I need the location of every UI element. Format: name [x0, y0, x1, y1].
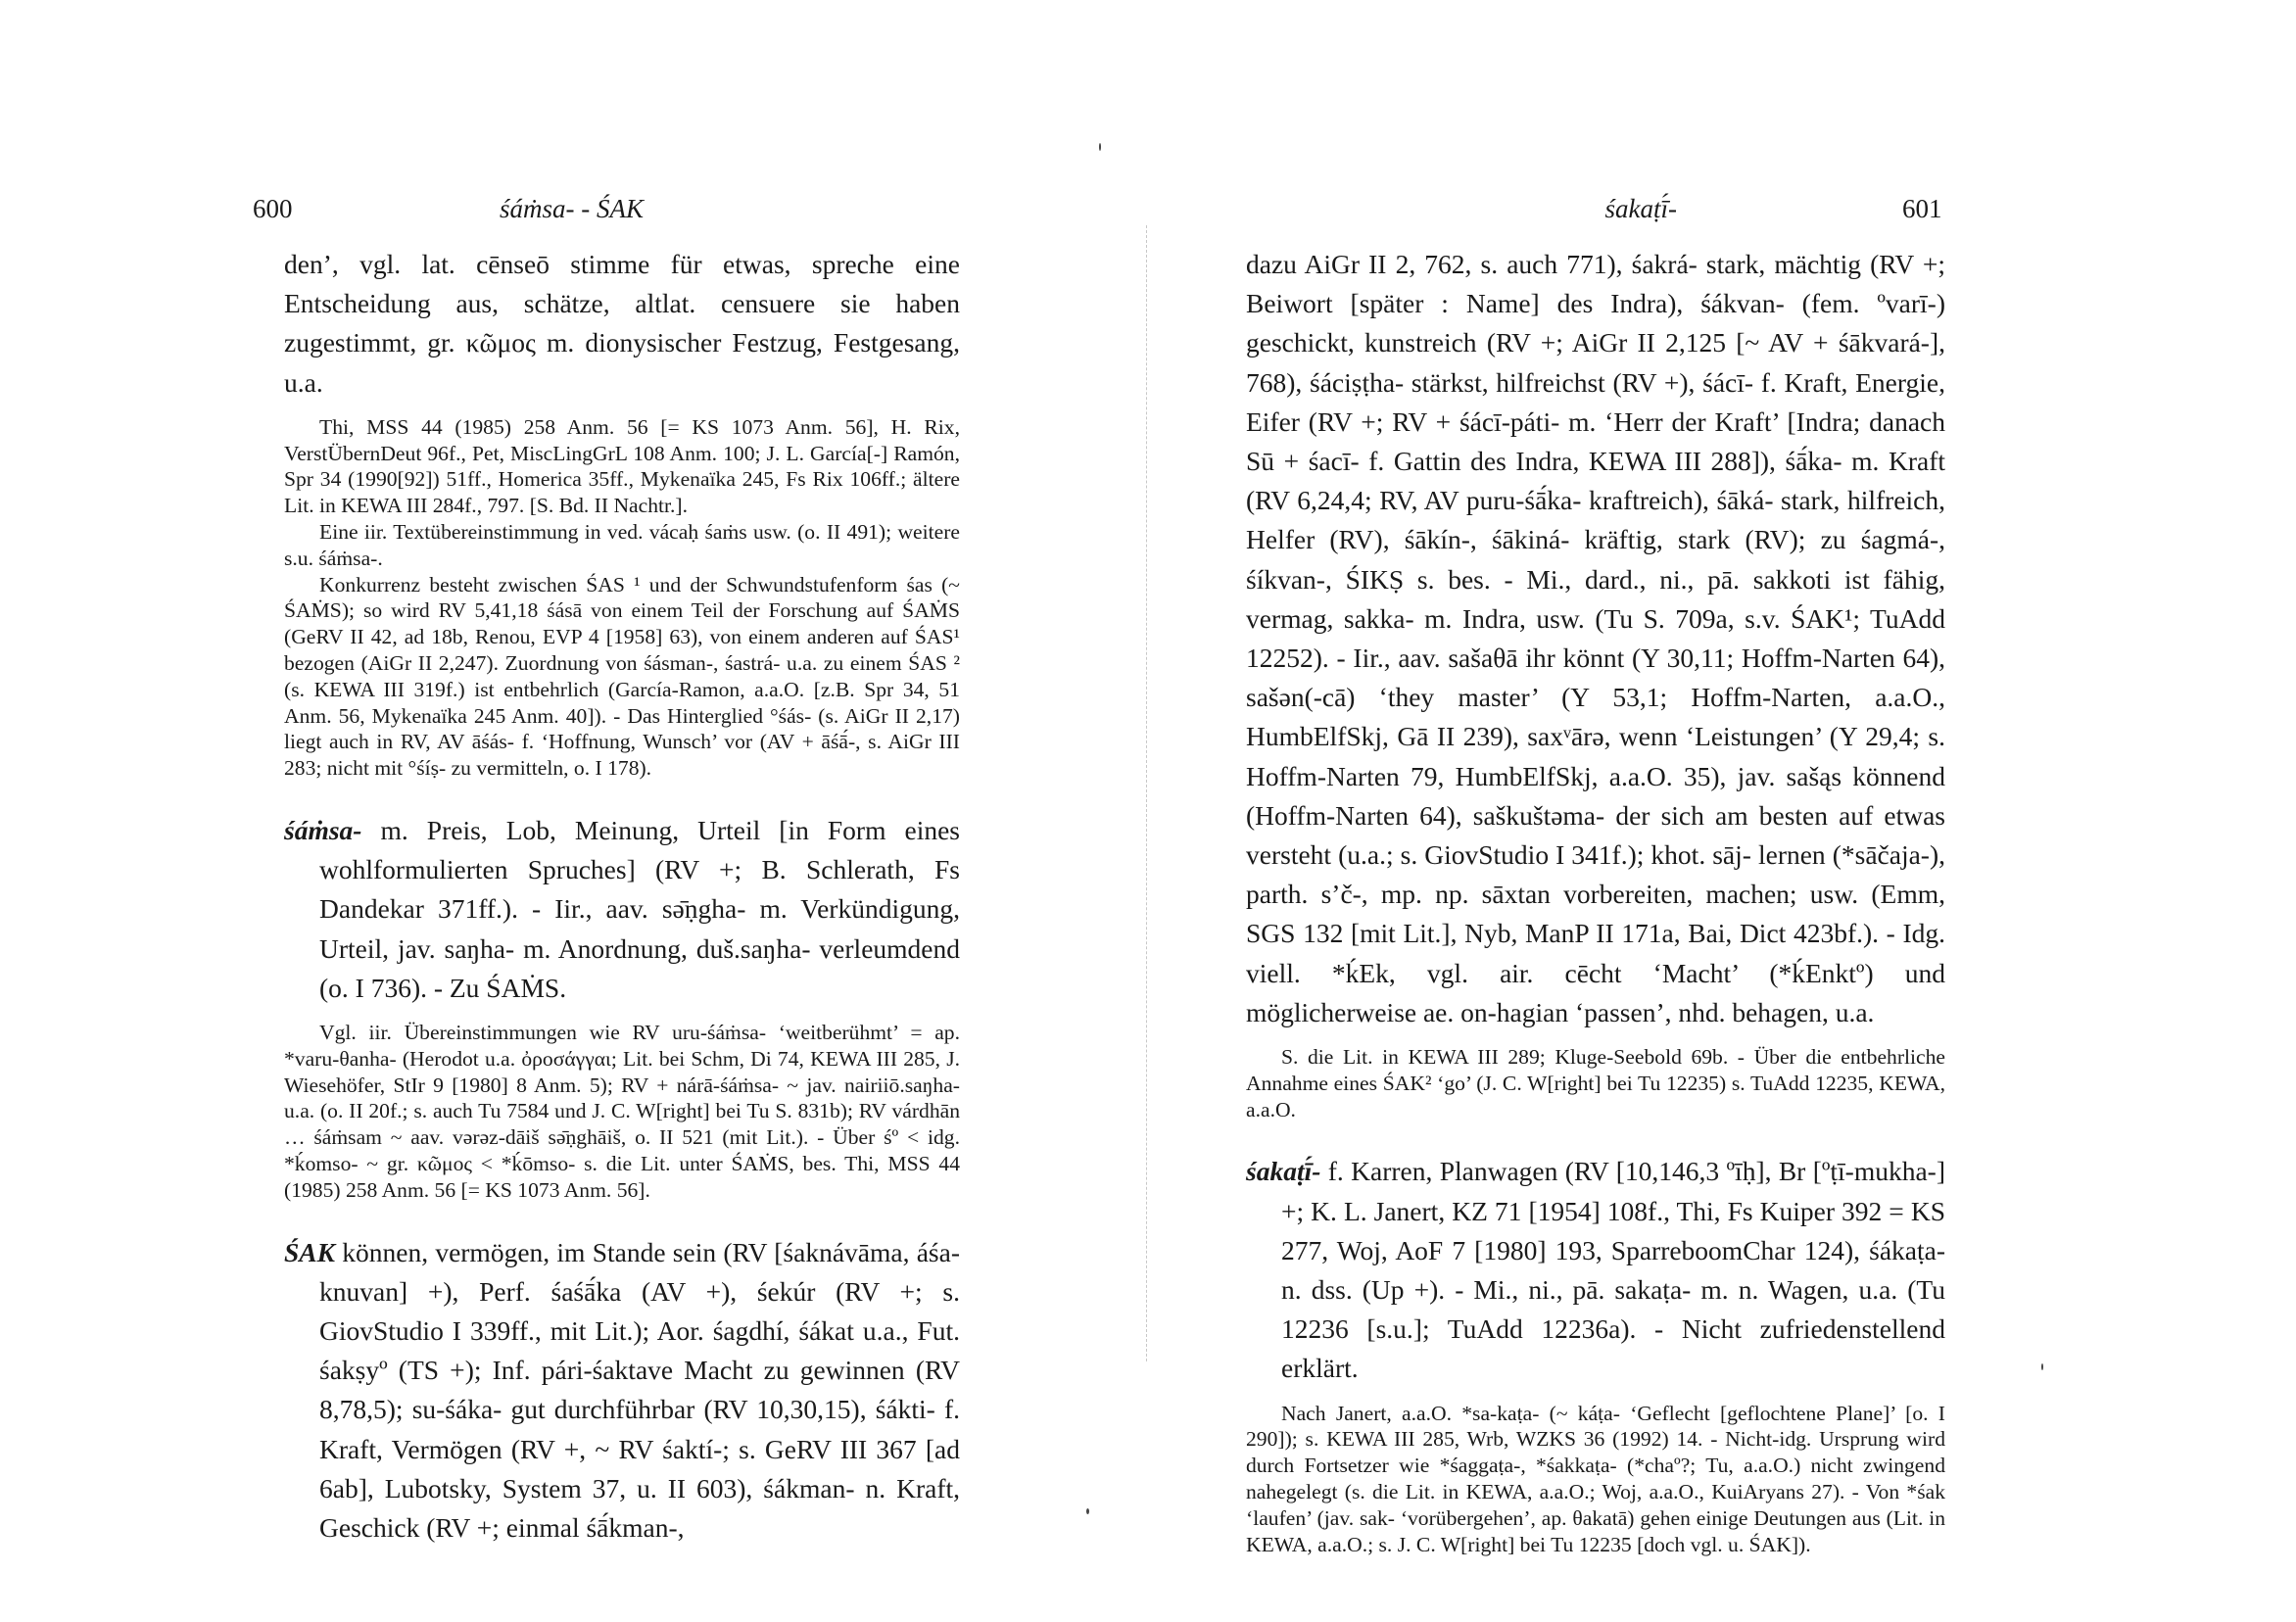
scan-speck: [1086, 1508, 1089, 1514]
scan-speck: [2041, 1363, 2043, 1370]
dictionary-entry: [284, 1233, 960, 1549]
dictionary-entry: [1246, 1152, 1945, 1388]
right-column: [1246, 245, 1945, 1557]
footnote-paragraph: Konkurrenz besteht zwischen ŚAS ¹ und der Schwundstufenform śas (~ ŚAṀS); so wird RV 5,41,18 śásā von einem Teil der Forschung auf ŚAṀS (GeRV II 42, ad 18b, Renou, EVP 4 [1958] 63), von einem anderen auf ŚAS¹ bezogen (AiGr II 2,247). Zuordnung von śásman-, śastrá- u.a. zu einem ŚAS ² (s. KEWA III 319f.) ist entbehrlich (García-Ramon, a.a.O. [z.B. Spr 34, 51 Anm. 56, Mykenaïka 245 Anm. 40]). - Das Hinterglied °śás- (s. AiGr II 2,17) liegt auch in RV, AV āśás- f. ‘Hoffnung, Wunsch’ vor (AV + āśā́-, s. AiGr III 283; nicht mit °śíṣ- zu vermitteln, o. I 178).: [284, 572, 960, 781]
footnote-block: [284, 414, 960, 782]
footnote-block: [1246, 1044, 1945, 1122]
running-head-right: śakaṭī́-: [1604, 194, 1677, 223]
entry-lemma: ŚAK: [284, 1236, 335, 1267]
footnote-paragraph: Thi, MSS 44 (1985) 258 Anm. 56 [= KS 1073 Anm. 56], H. Rix, VerstÜbernDeut 96f., Pet, MiscLingGrL 108 Anm. 100; J. L. García[-] Ramón, Spr 34 (1990[92]) 51ff., Homerica 35ff., Mykenaïka 245, Fs Rix 106ff.; ältere Lit. in KEWA III 284f., 797. [S. Bd. II Nachtr.].: [284, 414, 960, 518]
continuation-paragraph: den’, vgl. lat. cēnseō stimme für etwas, spreche eine Entscheidung aus, schätze, altlat. censuere sie haben zugestimmt, gr. κῶμος m. dionysischer Festzug, Festgesang, u.a.: [284, 249, 960, 398]
scan-speck: [1099, 143, 1101, 151]
page-number-right: 601: [1902, 194, 1942, 223]
page-number-left: 600: [253, 194, 293, 223]
footnote-paragraph: S. die Lit. in KEWA III 289; Kluge-Seebold 69b. - Über die entbehrliche Annahme eines ŚAK² ‘go’ (J. C. W[right] bei Tu 12235) s. TuAdd 12235, KEWA, a.a.O.: [1246, 1045, 1945, 1121]
right-page: [1148, 0, 2296, 1622]
footnote-paragraph: Vgl. iir. Übereinstimmungen wie RV uru-śáṁsa- ‘weitberühmt’ = ap. *varu-θanha- (Herodot u.a. ὀροσάγγαι; Lit. bei Schm, Di 74, KEWA III 285, J. Wiesehöfer, StIr 9 [1980] 8 Anm. 5); RV + nárā-śáṁsa- ~ jav. nairiiō.saŋha- u.a. (o. II 20f.; s. auch Tu 7584 und J. C. W[right] bei Tu S. 831b); RV várdhān … śáṁsam ~ aav. vərəz-dāiš sə̄ṇghāiš, o. II 521 (mit Lit.). - Über śº < idg. *ḱomso- ~ gr. κῶμος < *ḱōmso- s. die Lit. unter ŚAṀS, bes. Thi, MSS 44 (1985) 258 Anm. 56 [= KS 1073 Anm. 56].: [284, 1020, 960, 1202]
footnote-paragraph: Nach Janert, a.a.O. *sa-kaṭa- (~ káṭa- ‘Geflecht [geflochtene Plane]’ [o. I 290]); s. KEWA III 285, Wrb, WZKS 36 (1992) 14. - Nicht-idg. Ursprung wird durch Fortsetzer wie *śaggaṭa-, *śakkaṭa- (*chaº?; Tu, a.a.O.) nicht zwingend nahegelegt (s. die Lit. in KEWA, a.a.O.; Woj, a.a.O., KuiAryans 27). - Von *śak ‘laufen’ (jav. sak- ‘vorübergehen’, ap. θakatā) gehen einige Deutungen aus (Lit. in KEWA, a.a.O.; s. J. C. W[right] bei Tu 12235 [doch vgl. u. ŚAK]).: [1246, 1401, 1945, 1556]
dictionary-entry: [284, 811, 960, 1008]
entry-definition: können, vermögen, im Stande sein (RV [śaknávāma, áśa-knuvan] +), Perf. śaśā́ka (AV +), śekúr (RV +; s. GiovStudio I 339ff., mit Lit.); Aor. śagdhí, śákat u.a., Fut. śakṣyº (TS +); Inf. pári-śaktave Macht zu gewinnen (RV 8,78,5); su-śáka- gut durchführbar (RV 10,30,15), śákti- f. Kraft, Vermögen (RV +, ~ RV śaktí-; s. GeRV III 367 [ad 6ab], Lubotsky, System 37, u. II 603), śákman- n. Kraft, Geschick (RV +; einmal śā́kman-,: [319, 1236, 960, 1543]
footnote-paragraph: Eine iir. Textübereinstimmung in ved. vácaḥ śaṁs usw. (o. II 491); weitere s.u. śáṁsa-.: [284, 520, 960, 570]
entry-definition: m. Preis, Lob, Meinung, Urteil [in Form eines wohlformulierten Spruches] (RV +; B. Schlerath, Fs Dandekar 371ff.). - Iir., aav. sə̄ṇgha- m. Verkündigung, Urteil, jav. saŋha- m. Anordnung, duš.saŋha- verleumdend (o. I 736). - Zu ŚAṀS.: [319, 814, 960, 1003]
left-column: [284, 245, 960, 1548]
running-head-left: śáṁsa- - ŚAK: [500, 194, 644, 223]
footnote-block: [284, 1020, 960, 1204]
footnote-block: [1246, 1401, 1945, 1558]
entry-lemma: śakaṭī́-: [1246, 1156, 1321, 1187]
continuation-paragraph: dazu AiGr II 2, 762, s. auch 771), śakrá- stark, mächtig (RV +; Beiwort [später : Name] des Indra), śákvan- (fem. ºvarī-) geschickt, kunstreich (RV +; AiGr II 2,125 [~ AV + śākvará-], 768), śáciṣṭha- stärkst, hilfreichst (RV +), śácī- f. Kraft, Energie, Eifer (RV +; RV + śácī-páti- m. ‘Herr der Kraft’ [Indra; danach Sū + śacī- f. Gattin des Indra, KEWA III 288]), śā́ka- m. Kraft (RV 6,24,4; RV, AV puru-śā́ka- kraftreich), śāká- stark, hilfreich, Helfer (RV), śākín-, śākiná- kräftig, stark (RV); zu śagmá-, śíkvan-, ŚIKṢ s. bes. - Mi., dard., ni., pā. sakkoti ist fähig, vermag, sakka- m. Indra, usw. (Tu S. 709a, s.v. ŚAK¹; TuAdd 12252). - Iir., aav. sašaθā ihr könnt (Y 30,11; Hoffm-Narten 64), sašən(-cā) ‘they master’ (Y 53,1; Hoffm-Narten, a.a.O., HumbElfSkj, Gā II 239), saxᵛārə, wenn ‘Leistungen’ (Y 29,4; s. Hoffm-Narten 79, HumbElfSkj, a.a.O. 35), jav. sašąs könnend (Hoffm-Narten 64), saškuštəma- der sich am besten auf etwas versteht (u.a.; s. GiovStudio I 341f.); khot. sāj- lernen (*sāčaja-), parth. s’č-, mp. np. sāxtan vorbereiten, machen; usw. (Emm, SGS 132 [mit Lit.], Nyb, ManP II 171a, Bai, Dict 423bf.). - Idg. viell. *ḱEk, vgl. air. cēcht ‘Macht’ (*ḱEnktº) und möglicherweise ae. on-hagian ‘passen’, nhd. behagen, u.a.: [1246, 249, 1945, 1027]
entry-definition: f. Karren, Planwagen (RV [10,146,3 ºīḥ], Br [ºṭī-mukha-] +; K. L. Janert, KZ 71 [1954] 108f., Thi, Fs Kuiper 392 = KS 277, Woj, AoF 7 [1980] 193, SparreboomChar 124), śákaṭa- n. dss. (Up +). - Mi., ni., pā. sakaṭa- m. n. Wagen, u.a. (Tu 12236 [s.u.]; TuAdd 12236a). - Nicht zufriedenstellend erklärt.: [1281, 1156, 1945, 1384]
entry-lemma: śáṁsa-: [284, 814, 362, 845]
